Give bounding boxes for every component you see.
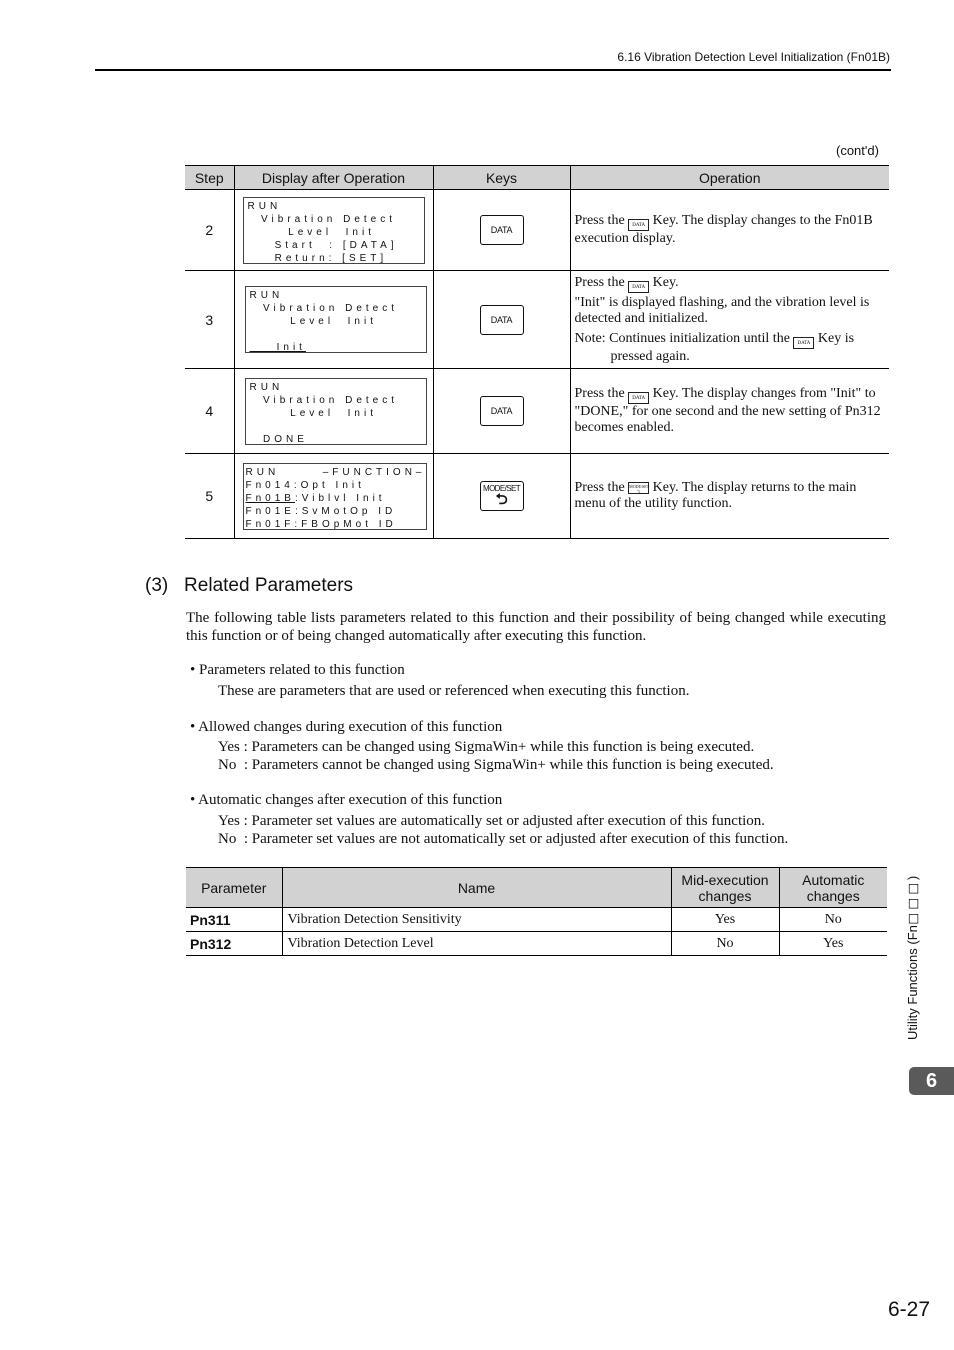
intro-paragraph: The following table lists parameters related to this function and their possibility of being changed while executing this function or of being changed automatically after executing this function.: [186, 610, 886, 644]
header-title: 6.16 Vibration Detection Level Initialization (Fn01B): [617, 50, 890, 64]
operation-text: Key. The display returns to the main menu of the utility function.: [574, 480, 857, 511]
lcd-display: [245, 378, 427, 445]
operation-text: "Init" is displayed flashing, and the vibration level is detected and initialized.: [574, 294, 870, 326]
header-parameter: Parameter: [186, 868, 282, 908]
header-step: Step: [185, 166, 234, 190]
table-row: [185, 369, 889, 454]
lcd-line: Level Init: [249, 407, 377, 419]
header-operation: Operation: [570, 166, 889, 190]
keys-cell: [433, 271, 570, 369]
lcd-menu-item: Fn014:Opt Init: [245, 479, 365, 491]
step-number: 3: [185, 271, 234, 369]
bullet-allowed-yes: Yes : Parameters can be changed using SigmaWin+ while this function is being executed.: [218, 739, 755, 755]
data-key-icon: DATA: [480, 305, 524, 335]
lcd-menu-item: Fn01F:FBOpMot ID: [245, 518, 397, 530]
operation-text: Press the: [574, 213, 629, 228]
lcd-line: Level Init: [249, 316, 377, 327]
bullet-related: • Parameters related to this function: [190, 662, 405, 678]
bullet-allowed: • Allowed changes during execution of this function: [190, 719, 503, 735]
header-keys: Keys: [433, 166, 570, 190]
lcd-line: [250, 420, 426, 433]
chapter-tab: 6: [909, 1067, 954, 1095]
lcd-line: Start : [DATA]: [247, 239, 398, 251]
operation-cell: [570, 369, 889, 454]
operation-cell: [570, 190, 889, 271]
step-table-header: [185, 166, 889, 190]
mid-execution-value: No: [671, 932, 779, 956]
lcd-line: Return: [SET]: [247, 252, 388, 264]
step-number: 5: [185, 454, 234, 539]
lcd-display: [243, 197, 425, 264]
data-key-inline-icon: DATA: [628, 281, 649, 293]
keys-cell: [433, 454, 570, 539]
keys-cell: [433, 369, 570, 454]
data-key-icon: DATA: [480, 215, 524, 245]
section-heading: (3) Related Parameters: [145, 575, 354, 596]
operation-text: Press the: [574, 274, 629, 290]
mode-set-key-inline-icon: MODE/SET ⮌: [629, 484, 650, 494]
lcd-display: [243, 463, 427, 530]
operation-text: Key. The display changes from "Init" to "DONE," for one second and the new setting of Pn312 becomes enabled.: [574, 386, 881, 435]
automatic-value: Yes: [779, 932, 887, 956]
operation-text: Press the: [574, 480, 629, 495]
lcd-run: RUN: [245, 466, 280, 478]
lcd-line: Vibration Detect: [247, 213, 397, 225]
operation-text: Press the: [574, 386, 629, 401]
parameter-name: Vibration Detection Level: [282, 932, 671, 956]
table-row: [185, 271, 889, 369]
lcd-menu-item-selected: Fn01B:Viblvl Init: [245, 492, 386, 504]
step-number: 4: [185, 369, 234, 454]
header-rule: [95, 69, 891, 71]
lcd-line: Level Init: [247, 226, 375, 238]
parameter-id: Pn311: [186, 908, 282, 932]
header-display: Display after Operation: [234, 166, 433, 190]
data-key-inline-icon: DATA: [628, 219, 649, 231]
return-arrow-icon: ⮌: [495, 491, 508, 508]
automatic-value: No: [779, 908, 887, 932]
lcd-line: Vibration Detect: [249, 303, 399, 314]
lcd-line-flashing: Init: [249, 342, 306, 353]
header-automatic: Automatic changes: [779, 868, 887, 908]
mode-set-key-label: MODE/SET: [483, 484, 520, 493]
side-chapter-label: Utility Functions (Fn☐☐☐): [905, 875, 920, 1040]
lcd-line: Vibration Detect: [249, 394, 399, 406]
lcd-line: RUN: [249, 290, 284, 301]
parameter-table-header: [186, 868, 887, 908]
step-number: 2: [185, 190, 234, 271]
lcd-function: –FUNCTION–: [322, 466, 426, 478]
header-name: Name: [282, 868, 671, 908]
step-table: [185, 165, 889, 539]
header-mid-execution: Mid-execution changes: [671, 868, 779, 908]
bullet-automatic: • Automatic changes after execution of this function: [190, 792, 503, 808]
parameter-id: Pn312: [186, 932, 282, 956]
bullet-automatic-no: No : Parameter set values are not automatically set or adjusted after execution of this function.: [218, 831, 789, 847]
lcd-line: DONE: [249, 433, 308, 445]
parameter-name: Vibration Detection Sensitivity: [282, 908, 671, 932]
note-text: pressed again.: [610, 348, 690, 364]
lcd-display: [245, 286, 427, 353]
lcd-menu-item: Fn01E:SvMotOp ID: [245, 505, 397, 517]
display-cell: [234, 369, 433, 454]
table-row: [185, 454, 889, 539]
operation-cell: [570, 454, 889, 539]
lcd-line: RUN: [249, 381, 284, 393]
display-cell: [234, 190, 433, 271]
display-cell: [234, 271, 433, 369]
page-number: 6-27: [887, 1298, 930, 1321]
bullet-allowed-no: No : Parameters cannot be changed using SigmaWin+ while this function is being executed.: [218, 757, 774, 773]
note-text: Key is: [814, 330, 855, 346]
data-key-inline-icon: DATA: [628, 392, 649, 404]
keys-cell: [433, 190, 570, 271]
bullet-automatic-yes: Yes : Parameter set values are automatically set or adjusted after execution of this function.: [218, 813, 766, 829]
operation-text: Key. The display changes to the Fn01B execution display.: [574, 213, 873, 246]
lcd-line: [250, 328, 426, 341]
table-row: [186, 932, 887, 956]
lcd-line: RUN: [247, 200, 282, 212]
operation-cell: [570, 271, 889, 369]
lcd-line: [246, 466, 426, 479]
table-row: [185, 190, 889, 271]
data-key-icon: DATA: [480, 396, 524, 426]
note-text: Note: Continues initialization until the: [574, 330, 794, 346]
operation-text: Key.: [649, 274, 679, 290]
data-key-inline-icon: DATA: [793, 337, 814, 349]
contd-label: (cont'd): [836, 143, 879, 158]
mode-set-key-icon: [480, 481, 524, 511]
parameter-table: [186, 867, 887, 956]
display-cell: [234, 454, 433, 539]
mid-execution-value: Yes: [671, 908, 779, 932]
table-row: [186, 908, 887, 932]
bullet-related-desc: These are parameters that are used or referenced when executing this function.: [218, 683, 690, 699]
